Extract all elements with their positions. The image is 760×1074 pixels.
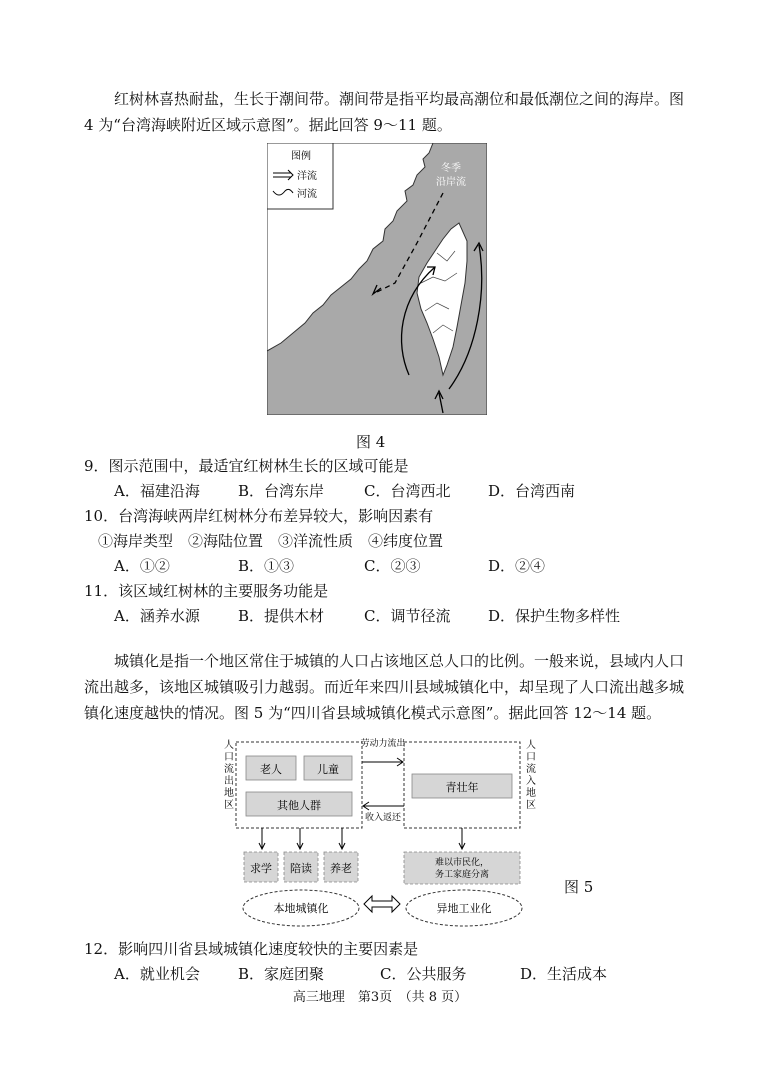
legend-river-label: 河流: [297, 189, 317, 200]
remote-industrialization-label: 异地工业化: [436, 902, 492, 915]
q11-option-a[interactable]: A．涵养水源: [114, 607, 200, 625]
question-11-stem: 11．该区域红树林的主要服务功能是: [84, 582, 329, 600]
legend-title: 图例: [291, 151, 311, 162]
elderly-label: 老人: [260, 763, 282, 776]
question-10-stem: 10．台湾海峡两岸红树林分布差异较大，影响因素有: [84, 507, 434, 525]
question-10-subitems: ①海岸类型 ②海陆位置 ③洋流性质 ④纬度位置: [98, 532, 444, 550]
q9-option-a[interactable]: A．福建沿海: [114, 482, 200, 500]
others-label: 其他人群: [277, 799, 321, 812]
q12-option-b[interactable]: B．家庭团聚: [238, 965, 325, 983]
income-back-label: 收入返还: [364, 813, 402, 823]
accompany-label: 陪读: [290, 862, 312, 875]
current-label-line2: 沿岸流: [436, 177, 466, 188]
study-label: 求学: [250, 862, 272, 875]
figure-4-caption: 图 4: [356, 433, 386, 451]
passage-mangrove-intro: 红树林喜热耐盐，生长于潮间带。潮间带是指平均最高潮位和最低潮位之间的海岸。图 4 为“台湾海峡附近区域示意图”。据此回答 9～11 题。: [84, 90, 685, 134]
svg-text:人口流入地区: 人口流入地区: [526, 740, 536, 811]
retire-label: 养老: [330, 862, 352, 875]
legend-ocean-label: 洋流: [297, 171, 317, 182]
q9-option-b[interactable]: B．台湾东岸: [238, 482, 325, 500]
right-region-label: [526, 738, 536, 811]
svg-text:人口流出地区: 人口流出地区: [224, 740, 234, 811]
question-9-stem: 9．图示范围中，最适宜红树林生长的区域可能是: [84, 457, 409, 475]
youth-label: 青壮年: [445, 781, 479, 794]
figure-5-diagram: [222, 734, 542, 934]
q12-option-c[interactable]: C．公共服务: [380, 965, 467, 983]
current-label-line1: 冬季: [441, 163, 461, 174]
passage-urbanization-intro: 城镇化是指一个地区常住于城镇的人口占该地区总人口的比例。一般来说，县域内人口流出越多，该地区城镇吸引力越弱。而近年来四川县域城镇化中，却呈现了人口流出越多城镇化速度越快的情况。图 5 为“四川省县域城镇化模式示意图”。据此回答 12～14 题。: [84, 652, 685, 722]
q12-option-a[interactable]: A．就业机会: [114, 965, 200, 983]
q10-option-d[interactable]: D．②④: [488, 557, 546, 575]
q10-option-c[interactable]: C．②③: [364, 557, 421, 575]
double-arrow: [364, 896, 400, 912]
figure-4-map: [267, 143, 487, 415]
question-12-stem: 12．影响四川省县域城镇化速度较快的主要因素是: [84, 940, 419, 958]
children-label: 儿童: [317, 763, 339, 776]
local-urbanization-label: 本地城镇化: [273, 902, 329, 915]
q11-option-d[interactable]: D．保护生物多样性: [488, 607, 621, 625]
left-region-label: [224, 738, 234, 811]
q10-option-b[interactable]: B．①③: [238, 557, 295, 575]
q9-option-c[interactable]: C．台湾西北: [364, 482, 451, 500]
semi-urbanization-label: 难以市民化，务工家庭分离: [434, 858, 490, 880]
q11-option-c[interactable]: C．调节径流: [364, 607, 451, 625]
q9-option-d[interactable]: D．台湾西南: [488, 482, 576, 500]
q10-option-a[interactable]: A．①②: [114, 557, 170, 575]
q11-option-b[interactable]: B．提供木材: [238, 607, 325, 625]
labor-out-label: 劳动力流出: [360, 739, 406, 749]
q12-option-d[interactable]: D．生活成本: [520, 965, 608, 983]
page-footer: 高三地理 第3页 （共 8 页）: [292, 990, 468, 1005]
figure-5-caption: 图 5: [564, 878, 594, 896]
